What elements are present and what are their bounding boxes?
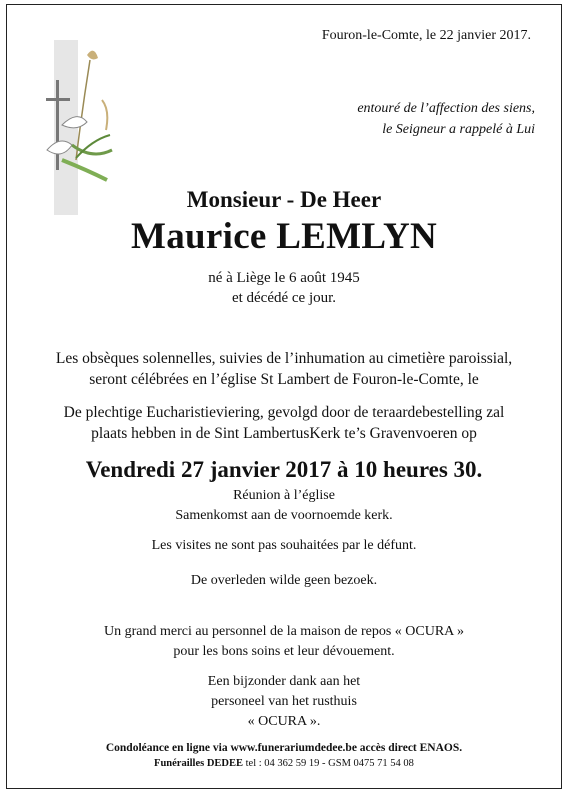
- meeting-fr: Réunion à l’église: [233, 488, 335, 503]
- thanks-fr-line-1: Un grand merci au personnel de la maison de repos « OCURA »: [103, 624, 465, 639]
- visits-wish-nl: De overleden wilde geen bezoek.: [190, 573, 378, 588]
- announcement-nl: [7, 402, 561, 444]
- announcement-fr-line-2: seront célébrées en l’église St Lambert de Fouron-le-Comte, le: [89, 371, 479, 388]
- visits-wish-fr: Les visites ne sont pas souhaitées par le défunt.: [151, 538, 417, 553]
- announcement-nl-line-1: De plechtige Eucharistieviering, gevolgd door de teraardebestelling zal: [63, 404, 505, 421]
- death-line: et décédé ce jour.: [231, 290, 337, 306]
- contact-numbers: tel : 04 362 59 19 - GSM 0475 71 54 08: [243, 758, 414, 769]
- announcement-fr: [7, 348, 561, 390]
- thanks-nl-line-1: Een bijzonder dank aan het: [207, 674, 361, 689]
- ceremony-datetime: Vendredi 27 janvier 2017 à 10 heures 30.: [85, 457, 483, 482]
- announcement-fr-line-1: Les obsèques solennelles, suivies de l’inhumation au cimetière paroissial,: [55, 350, 513, 367]
- meeting-nl: Samenkomst aan de voornoemde kerk.: [175, 508, 393, 523]
- contact-line: [7, 758, 561, 769]
- birth-death-info: [7, 268, 561, 308]
- deceased-name: Maurice LEMLYN: [131, 216, 437, 257]
- place-and-date: Fouron-le-Comte, le 22 janvier 2017.: [321, 28, 531, 43]
- announcement-nl-line-2: plaats hebben in de Sint LambertusKerk te’s Gravenvoeren op: [91, 425, 477, 442]
- birth-line: né à Liège le 6 août 1945: [208, 270, 360, 286]
- quote-line-1: entouré de l’affection des siens,: [357, 101, 535, 116]
- condolences-line: Condoléance en ligne via www.funerariumdedee.be accès direct ENAOS.: [105, 742, 463, 754]
- thanks-nl-line-2: personeel van het rusthuis: [211, 694, 357, 709]
- thanks-nl-line-3: « OCURA ».: [247, 714, 321, 729]
- thanks-fr: [7, 622, 561, 662]
- intro-quote: [357, 98, 535, 140]
- company-name: Funérailles DEDEE: [154, 758, 244, 769]
- quote-line-2: le Seigneur a rappelé à Lui: [382, 122, 535, 137]
- thanks-nl: [7, 672, 561, 732]
- meeting-info: [7, 486, 561, 526]
- honorific: Monsieur - De Heer: [186, 187, 382, 212]
- thanks-fr-line-2: pour les bons soins et leur dévouement.: [173, 644, 395, 659]
- obituary-card: [6, 4, 562, 789]
